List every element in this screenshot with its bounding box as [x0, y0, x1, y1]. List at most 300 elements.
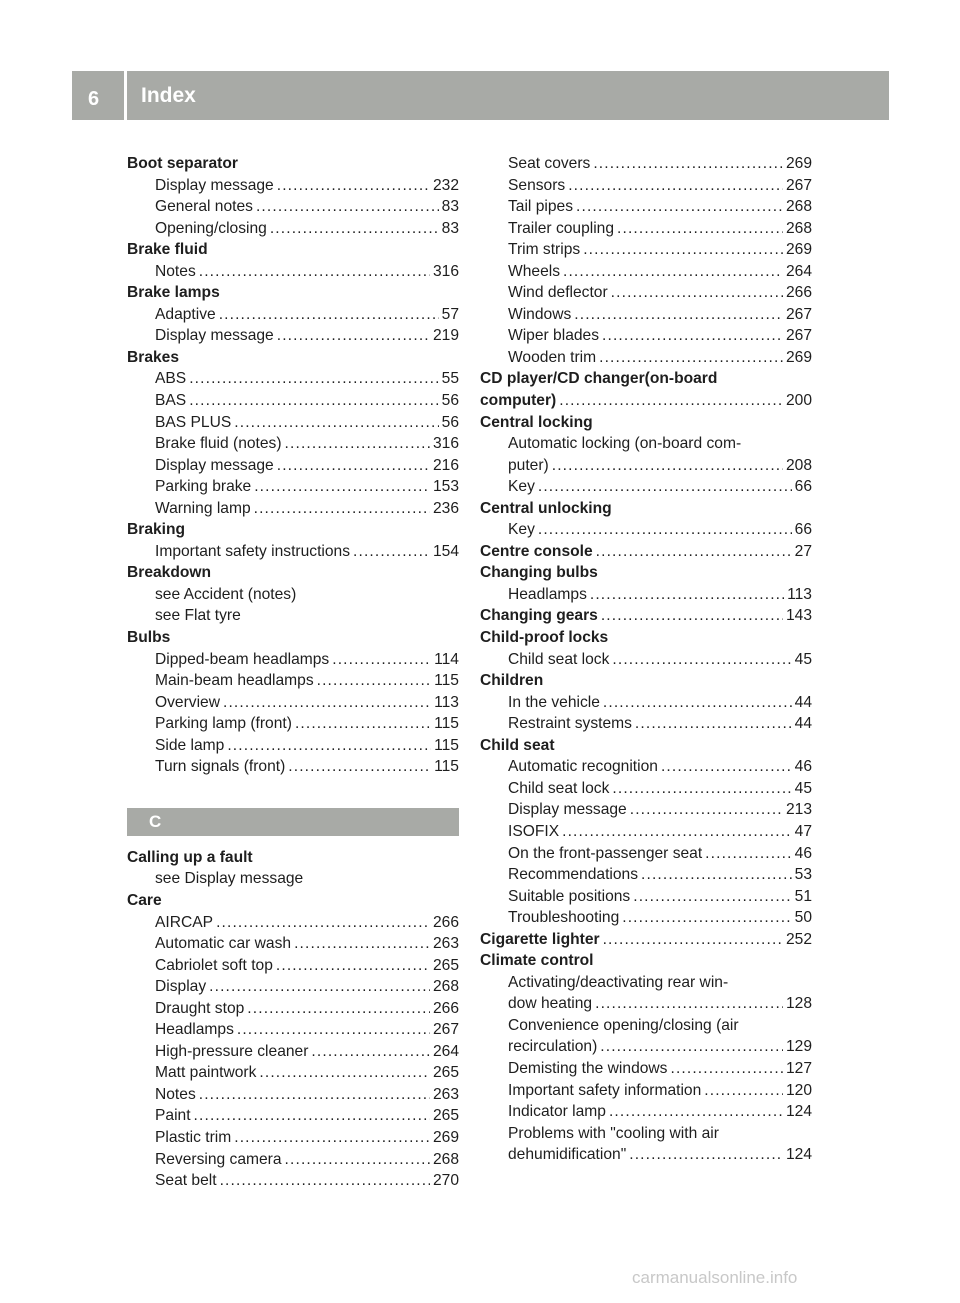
entry-label: Display message — [155, 327, 274, 345]
index-heading — [480, 390, 812, 412]
dot-leader — [602, 325, 783, 347]
page-reference[interactable]: 252 — [785, 930, 812, 948]
entry-label: Key — [508, 478, 535, 496]
page-reference[interactable]: 266 — [432, 913, 459, 931]
entry-label: see Accident (notes) — [155, 585, 297, 603]
entry-label: dow heating — [508, 995, 593, 1013]
page-reference[interactable]: 266 — [785, 284, 812, 302]
index-entry — [127, 433, 459, 455]
dot-leader — [568, 175, 783, 197]
entry-label: Demisting the windows — [508, 1059, 668, 1077]
entry-label: Important safety instructions — [155, 542, 351, 560]
index-entry — [480, 1080, 812, 1102]
entry-label: Cabriolet soft top — [155, 956, 273, 974]
page-reference[interactable]: 45 — [794, 650, 812, 668]
index-entry — [127, 868, 459, 890]
index-entry — [127, 649, 459, 671]
index-heading — [480, 950, 812, 972]
page-reference[interactable]: 115 — [434, 672, 459, 690]
page-reference[interactable]: 45 — [794, 779, 812, 797]
entry-label: Centre console — [480, 542, 593, 560]
entry-label: Changing bulbs — [480, 564, 598, 582]
page-title: Index — [141, 84, 196, 107]
entry-label: Children — [480, 672, 544, 690]
dot-leader — [295, 713, 431, 735]
entry-label: Trim strips — [508, 241, 581, 259]
page-reference[interactable]: 56 — [441, 392, 459, 410]
index-heading — [127, 627, 459, 649]
index-heading — [127, 519, 459, 541]
page-reference[interactable]: 263 — [432, 935, 459, 953]
dot-leader — [256, 196, 439, 218]
index-entry — [127, 325, 459, 347]
entry-label: see Display message — [155, 870, 304, 888]
dot-leader — [617, 218, 783, 240]
index-entry — [480, 886, 812, 908]
index-heading — [127, 847, 459, 869]
entry-label: Brake fluid — [127, 241, 208, 259]
entry-label: Care — [127, 891, 162, 909]
page-reference[interactable]: 219 — [432, 327, 459, 345]
index-column-left — [127, 153, 459, 1192]
dot-leader — [538, 519, 792, 541]
entry-label: Automatic locking (on-board com- — [508, 435, 742, 453]
index-entry — [480, 196, 812, 218]
index-heading — [127, 153, 459, 175]
page-reference[interactable]: 316 — [432, 262, 459, 280]
index-entry — [127, 955, 459, 977]
page-reference[interactable]: 216 — [432, 456, 459, 474]
index-entry — [480, 993, 812, 1015]
page-reference[interactable]: 83 — [441, 219, 459, 237]
entry-label: Recommendations — [508, 866, 639, 884]
page-reference[interactable]: 113 — [787, 585, 812, 603]
dot-leader — [311, 1041, 430, 1063]
entry-label: BAS — [155, 392, 187, 410]
entry-label: Opening/closing — [155, 219, 267, 237]
entry-label: Key — [508, 521, 535, 539]
index-entry — [127, 541, 459, 563]
dot-leader — [562, 821, 792, 843]
index-entry — [127, 1170, 459, 1192]
index-entry — [127, 1127, 459, 1149]
entry-label: Brakes — [127, 348, 180, 366]
index-entry — [127, 1105, 459, 1127]
index-entry — [127, 218, 459, 240]
index-entry — [127, 912, 459, 934]
entry-label: Matt paintwork — [155, 1064, 257, 1082]
entry-label: recirculation) — [508, 1038, 598, 1056]
index-entry — [127, 976, 459, 998]
page-reference[interactable]: 56 — [441, 413, 459, 431]
page-reference[interactable]: 124 — [785, 1103, 812, 1121]
page-reference[interactable]: 46 — [794, 758, 812, 776]
entry-label: Brake lamps — [127, 284, 220, 302]
dot-leader — [603, 692, 792, 714]
page-reference[interactable]: 267 — [785, 305, 812, 323]
index-entry — [127, 390, 459, 412]
entry-label: Wiper blades — [508, 327, 600, 345]
page-reference[interactable]: 264 — [785, 262, 812, 280]
index-heading — [480, 412, 812, 434]
dot-leader — [353, 541, 430, 563]
index-entry — [127, 1084, 459, 1106]
dot-leader — [285, 1149, 430, 1171]
page-reference[interactable]: 268 — [432, 978, 459, 996]
page-reference[interactable]: 269 — [785, 348, 812, 366]
index-entry — [127, 304, 459, 326]
index-entry — [127, 455, 459, 477]
entry-label: Dipped-beam headlamps — [155, 650, 330, 668]
page-number: 6 — [88, 88, 100, 110]
index-entry — [480, 584, 812, 606]
dot-leader — [538, 476, 792, 498]
dot-leader — [277, 175, 430, 197]
page-reference[interactable]: 200 — [785, 392, 812, 410]
page-reference[interactable]: 47 — [794, 822, 812, 840]
dot-leader — [254, 476, 430, 498]
entry-label: Child seat lock — [508, 650, 610, 668]
dot-leader — [194, 1105, 430, 1127]
index-heading — [480, 735, 812, 757]
dot-leader — [630, 799, 783, 821]
entry-label: Parking lamp (front) — [155, 715, 292, 733]
entry-label: Display message — [508, 801, 627, 819]
dot-leader — [332, 649, 431, 671]
index-heading — [480, 627, 812, 649]
index-entry — [127, 713, 459, 735]
entry-label: Climate control — [480, 952, 594, 970]
index-entry — [480, 153, 812, 175]
page-reference[interactable]: 270 — [432, 1172, 459, 1190]
dot-leader — [633, 886, 791, 908]
index-entry — [480, 282, 812, 304]
index-entry — [480, 476, 812, 498]
entry-label: Plastic trim — [155, 1128, 232, 1146]
dot-leader — [219, 304, 439, 326]
index-column-right — [480, 153, 812, 1166]
page-reference[interactable]: 120 — [785, 1081, 812, 1099]
entry-label: Cigarette lighter — [480, 930, 600, 948]
entry-label: Central locking — [480, 413, 593, 431]
dot-leader — [590, 584, 784, 606]
entry-label: Display message — [155, 176, 274, 194]
dot-leader — [611, 282, 783, 304]
entry-label: Indicator lamp — [508, 1103, 606, 1121]
dot-leader — [596, 541, 792, 563]
dot-leader — [601, 605, 783, 627]
page-reference[interactable]: 265 — [432, 956, 459, 974]
dot-leader — [227, 735, 431, 757]
page-reference[interactable]: 53 — [794, 866, 812, 884]
index-entry — [127, 756, 459, 778]
dot-leader — [670, 1058, 782, 1080]
index-heading — [480, 605, 812, 627]
entry-label: CD player/CD changer(on-board — [480, 370, 718, 388]
dot-leader — [276, 955, 430, 977]
page-reference[interactable]: 27 — [794, 542, 812, 560]
entry-label: Seat covers — [508, 155, 591, 172]
entry-label: Parking brake — [155, 478, 252, 496]
index-entry — [127, 175, 459, 197]
page-reference[interactable]: 213 — [785, 801, 812, 819]
page-reference[interactable]: 44 — [794, 693, 812, 711]
index-heading — [480, 498, 812, 520]
dot-leader — [552, 455, 783, 477]
index-entry — [127, 692, 459, 714]
dot-leader — [223, 692, 431, 714]
entry-label: High-pressure cleaner — [155, 1042, 309, 1060]
page-reference[interactable]: 50 — [794, 909, 812, 927]
entry-label: Seat belt — [155, 1172, 217, 1190]
index-heading — [480, 562, 812, 584]
entry-label: Wooden trim — [508, 348, 597, 366]
entry-label: puter) — [508, 456, 549, 474]
entry-label: Central unlocking — [480, 499, 612, 517]
page-reference[interactable]: 83 — [441, 198, 459, 216]
entry-label: Braking — [127, 521, 186, 539]
entry-label: Headlamps — [508, 585, 587, 603]
page-reference[interactable]: 51 — [794, 887, 812, 905]
page-reference[interactable]: 66 — [794, 521, 812, 539]
index-entry — [127, 498, 459, 520]
dot-leader — [599, 347, 783, 369]
dot-leader — [635, 713, 792, 735]
entry-label: In the vehicle — [508, 693, 600, 711]
page-reference[interactable]: 264 — [432, 1042, 459, 1060]
dot-leader — [603, 929, 783, 951]
page-reference[interactable]: 154 — [432, 542, 459, 560]
entry-label: Draught stop — [155, 999, 245, 1017]
index-heading — [127, 282, 459, 304]
entry-label: Problems with "cooling with air — [508, 1124, 719, 1142]
entry-label: Automatic recognition — [508, 758, 658, 776]
index-entry — [127, 196, 459, 218]
index-entry — [480, 1058, 812, 1080]
page-reference[interactable]: 44 — [794, 715, 812, 733]
dot-leader — [563, 261, 783, 283]
index-entry — [127, 1062, 459, 1084]
index-heading — [480, 929, 812, 951]
dot-leader — [277, 325, 430, 347]
entry-label: Brake fluid (notes) — [155, 435, 282, 453]
entry-label: Warning lamp — [155, 499, 251, 517]
index-entry — [127, 670, 459, 692]
dot-leader — [317, 670, 432, 692]
index-entry — [127, 476, 459, 498]
index-heading — [480, 368, 812, 390]
page-reference[interactable]: 267 — [432, 1021, 459, 1039]
page-reference[interactable]: 236 — [432, 499, 459, 517]
entry-label: Restraint systems — [508, 715, 632, 733]
dot-leader — [612, 649, 791, 671]
page-reference[interactable]: 268 — [785, 198, 812, 216]
entry-label: Changing gears — [480, 607, 598, 625]
page-reference[interactable]: 115 — [434, 758, 459, 776]
entry-label: Windows — [508, 305, 572, 323]
index-entry — [480, 239, 812, 261]
entry-label: Wind deflector — [508, 284, 608, 302]
page-reference[interactable]: 129 — [785, 1038, 812, 1056]
dot-leader — [189, 390, 438, 412]
entry-label: Tail pipes — [508, 198, 574, 216]
entry-label: Activating/deactivating rear win- — [508, 973, 729, 991]
index-entry — [480, 347, 812, 369]
index-entry — [127, 735, 459, 757]
dot-leader — [247, 998, 430, 1020]
entry-label: Reversing camera — [155, 1150, 282, 1168]
entry-label: Notes — [155, 262, 196, 280]
page-reference[interactable]: 266 — [432, 999, 459, 1017]
page-reference[interactable]: 265 — [432, 1064, 459, 1082]
index-entry — [127, 998, 459, 1020]
page-reference[interactable]: 113 — [434, 693, 459, 711]
index-entry — [480, 713, 812, 735]
page-reference[interactable]: 57 — [441, 305, 459, 323]
index-entry — [480, 304, 812, 326]
index-entry — [127, 261, 459, 283]
index-entry — [480, 1123, 812, 1145]
page-reference[interactable]: 46 — [794, 844, 812, 862]
page-reference[interactable]: 114 — [434, 650, 459, 668]
index-heading — [480, 541, 812, 563]
dot-leader — [209, 976, 430, 998]
page-reference[interactable]: 268 — [432, 1150, 459, 1168]
dot-leader — [234, 412, 438, 434]
entry-label: General notes — [155, 198, 253, 216]
dot-leader — [285, 433, 430, 455]
page-reference[interactable]: 115 — [434, 736, 459, 754]
entry-label: Sensors — [508, 176, 566, 194]
dot-leader — [294, 933, 430, 955]
index-heading — [127, 562, 459, 584]
dot-leader — [593, 153, 783, 175]
page-reference[interactable]: 269 — [785, 155, 812, 172]
dot-leader — [559, 390, 783, 412]
dot-leader — [259, 1062, 430, 1084]
dot-leader — [216, 912, 430, 934]
dot-leader — [199, 261, 430, 283]
entry-label: Convenience opening/closing (air — [508, 1016, 739, 1034]
index-entry — [127, 1149, 459, 1171]
entry-label: Automatic car wash — [155, 935, 292, 953]
page-reference[interactable]: 127 — [785, 1059, 812, 1077]
page-reference[interactable]: 263 — [432, 1085, 459, 1103]
entry-label: Calling up a fault — [127, 848, 253, 866]
dot-leader — [629, 1144, 783, 1166]
dot-leader — [609, 1101, 783, 1123]
dot-leader — [641, 864, 792, 886]
entry-label: Paint — [155, 1107, 191, 1125]
page-reference[interactable]: 265 — [432, 1107, 459, 1125]
index-entry — [480, 692, 812, 714]
index-entry — [480, 799, 812, 821]
index-entry — [127, 605, 459, 627]
index-entry — [480, 519, 812, 541]
dot-leader — [595, 993, 783, 1015]
dot-leader — [220, 1170, 430, 1192]
index-entry — [480, 1036, 812, 1058]
page-reference[interactable]: 267 — [785, 176, 812, 194]
page-reference[interactable]: 269 — [432, 1128, 459, 1146]
page-reference[interactable]: 115 — [434, 715, 459, 733]
index-entry — [127, 933, 459, 955]
entry-label: Adaptive — [155, 305, 216, 323]
page-reference[interactable]: 55 — [441, 370, 459, 388]
page-reference[interactable]: 208 — [785, 456, 812, 474]
dot-leader — [574, 304, 783, 326]
dot-leader — [612, 778, 791, 800]
index-entry — [480, 821, 812, 843]
page-reference[interactable]: 316 — [432, 435, 459, 453]
entry-label: BAS PLUS — [155, 413, 232, 431]
index-entry — [127, 1019, 459, 1041]
page-reference[interactable]: 267 — [785, 327, 812, 345]
index-letter-heading: C — [127, 808, 459, 836]
index-entry — [480, 455, 812, 477]
entry-label: Side lamp — [155, 736, 225, 754]
header-divider — [124, 71, 127, 120]
page-reference[interactable]: 124 — [785, 1146, 812, 1164]
dot-leader — [189, 368, 438, 390]
index-heading — [127, 890, 459, 912]
index-heading — [127, 239, 459, 261]
entry-label: Overview — [155, 693, 220, 711]
page-reference[interactable]: 143 — [785, 607, 812, 625]
page-reference[interactable]: 232 — [432, 176, 459, 194]
page-reference[interactable]: 268 — [785, 219, 812, 237]
index-entry — [480, 843, 812, 865]
entry-label: see Flat tyre — [155, 607, 241, 625]
index-entry — [480, 649, 812, 671]
index-entry — [480, 175, 812, 197]
entry-label: Wheels — [508, 262, 560, 280]
dot-leader — [583, 239, 783, 261]
page-reference[interactable]: 66 — [794, 478, 812, 496]
index-entry — [127, 584, 459, 606]
dot-leader — [288, 756, 431, 778]
entry-label: Turn signals (front) — [155, 758, 286, 776]
entry-label: Bulbs — [127, 629, 171, 647]
dot-leader — [237, 1019, 430, 1041]
entry-label: Display message — [155, 456, 274, 474]
dot-leader — [254, 498, 430, 520]
entry-label: ISOFIX — [508, 822, 560, 840]
index-entry — [480, 1015, 812, 1037]
entry-label: computer) — [480, 392, 557, 410]
dot-leader — [622, 907, 791, 929]
index-heading — [480, 670, 812, 692]
dot-leader — [234, 1127, 430, 1149]
dot-leader — [661, 756, 792, 778]
page-reference[interactable]: 153 — [432, 478, 459, 496]
entry-label: Child seat — [480, 736, 555, 754]
index-entry — [480, 218, 812, 240]
index-entry — [480, 1101, 812, 1123]
dot-leader — [600, 1036, 783, 1058]
entry-label: Child-proof locks — [480, 629, 609, 647]
page-reference[interactable]: 269 — [785, 241, 812, 259]
entry-label: Troubleshooting — [508, 909, 620, 927]
dot-leader — [277, 455, 430, 477]
entry-label: Breakdown — [127, 564, 212, 582]
entry-label: Boot separator — [127, 155, 238, 172]
index-entry — [480, 325, 812, 347]
entry-label: Important safety information — [508, 1081, 702, 1099]
entry-label: Suitable positions — [508, 887, 631, 905]
page-reference[interactable]: 128 — [785, 995, 812, 1013]
index-entry — [480, 907, 812, 929]
